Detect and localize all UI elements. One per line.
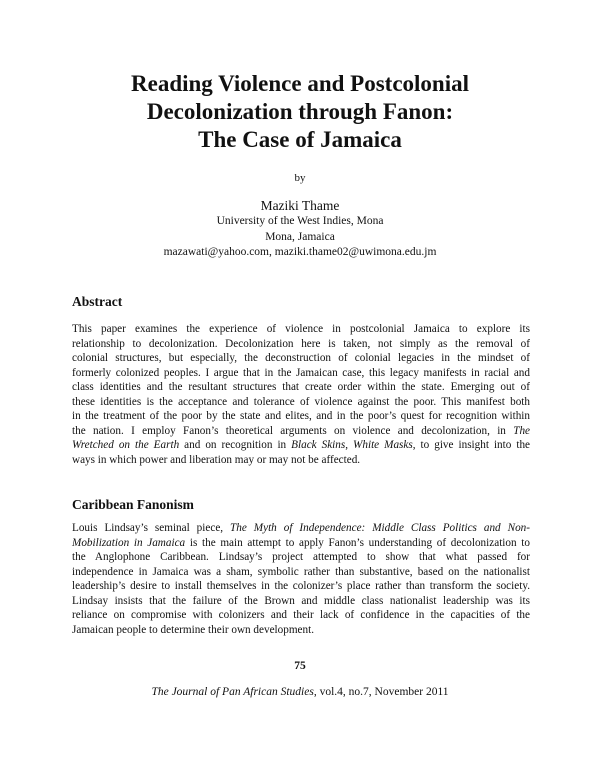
author-name: Maziki Thame — [260, 198, 340, 213]
paragraph-line: relationship to decolonization. Decolonization here is taken, not simply as the removal of — [72, 337, 530, 350]
text-run: and on recognition in — [179, 439, 292, 452]
author-emails: mazawati@yahoo.com, maziki.thame02@uwimona.edu.jm — [163, 246, 437, 258]
italic-title-run: The Myth of Independence: Middle Class Politics and Non- — [230, 522, 530, 534]
byline: by — [294, 172, 306, 184]
italic-title-run: Black Skins — [291, 439, 346, 452]
paragraph-line: the Anglophone Caribbean. Lindsay’s project attempted to show that what passed for — [72, 551, 530, 564]
paragraph-line: colonial structures, but especially, the deconstruction of colonial legacies in the mindset of — [72, 352, 530, 365]
paragraph-line — [72, 438, 530, 453]
text-run: , to give insight into the — [412, 439, 531, 452]
paragraph-line — [72, 521, 530, 536]
paragraph-line: these identities is the acceptance and tolerance of violence against the poor. This manifest both — [72, 395, 530, 408]
text-run: is the main attempt to apply Fanon’s understanding of decolonization to — [185, 536, 530, 549]
title-line: Decolonization through Fanon: — [146, 99, 454, 124]
paragraph-line: Jamaican people to determine their own development. — [72, 623, 315, 636]
paper-title — [0, 70, 600, 154]
paragraph-line — [72, 424, 530, 439]
paragraph-line: formerly colonized peoples. I argue that in the Jamaican case, this legacy manifests in racial and — [72, 366, 530, 379]
paragraph-line: This paper examines the experience of violence in postcolonial Jamaica to explore its — [72, 323, 530, 335]
italic-title-run: Wretched on the Earth — [72, 439, 180, 452]
paragraph-line — [72, 536, 530, 551]
author-affiliation: University of the West Indies, Mona — [216, 215, 384, 227]
journal-footer — [0, 686, 600, 698]
journal-name: The Journal of Pan African Studies — [151, 686, 314, 698]
italic-title-run: Mobilization in Jamaica — [72, 536, 186, 549]
paragraph-line: leadership’s desire to install themselves in the colonizer’s place rather than transform the society. — [72, 580, 530, 593]
caribbean-fanonism-heading: Caribbean Fanonism — [72, 497, 194, 512]
italic-title-run: White Masks — [353, 439, 413, 452]
journal-details: , vol.4, no.7, November 2011 — [313, 686, 449, 698]
paragraph-line: reliance on compromise with colonizers and their lack of confidence in the capacities of the — [72, 609, 530, 622]
paragraph-line: independence in Jamaica was a sham, symbolic rather than substantive, based on the nationalist — [72, 565, 530, 578]
abstract-paragraph — [72, 322, 530, 467]
paragraph-line: ways in which power and liberation may or may not be affected. — [72, 453, 361, 466]
page-number: 75 — [294, 660, 306, 672]
text-run: Louis Lindsay’s seminal piece, — [72, 522, 231, 534]
paragraph-line: Lindsay insists that the failure of the Brown and middle class nationalist leadership was its — [72, 594, 530, 607]
author-affiliation-block — [0, 214, 600, 261]
text-run: , — [345, 439, 354, 452]
abstract-heading: Abstract — [72, 294, 123, 309]
title-line: Reading Violence and Postcolonial — [131, 71, 469, 96]
text-run: the nation. I employ Fanon’s theoretical arguments on violence and decolonization, in — [72, 424, 514, 437]
title-line: The Case of Jamaica — [198, 127, 402, 152]
paragraph-line: class identities and the resultant structures that create order within the state. Emerging out of — [72, 381, 530, 394]
italic-title-run: The — [513, 424, 530, 437]
caribbean-fanonism-paragraph — [72, 521, 530, 637]
author-location: Mona, Jamaica — [265, 230, 335, 243]
paragraph-line: in the treatment of the poor by the state and elites, and in the poor’s quest for recognition within — [72, 410, 530, 423]
